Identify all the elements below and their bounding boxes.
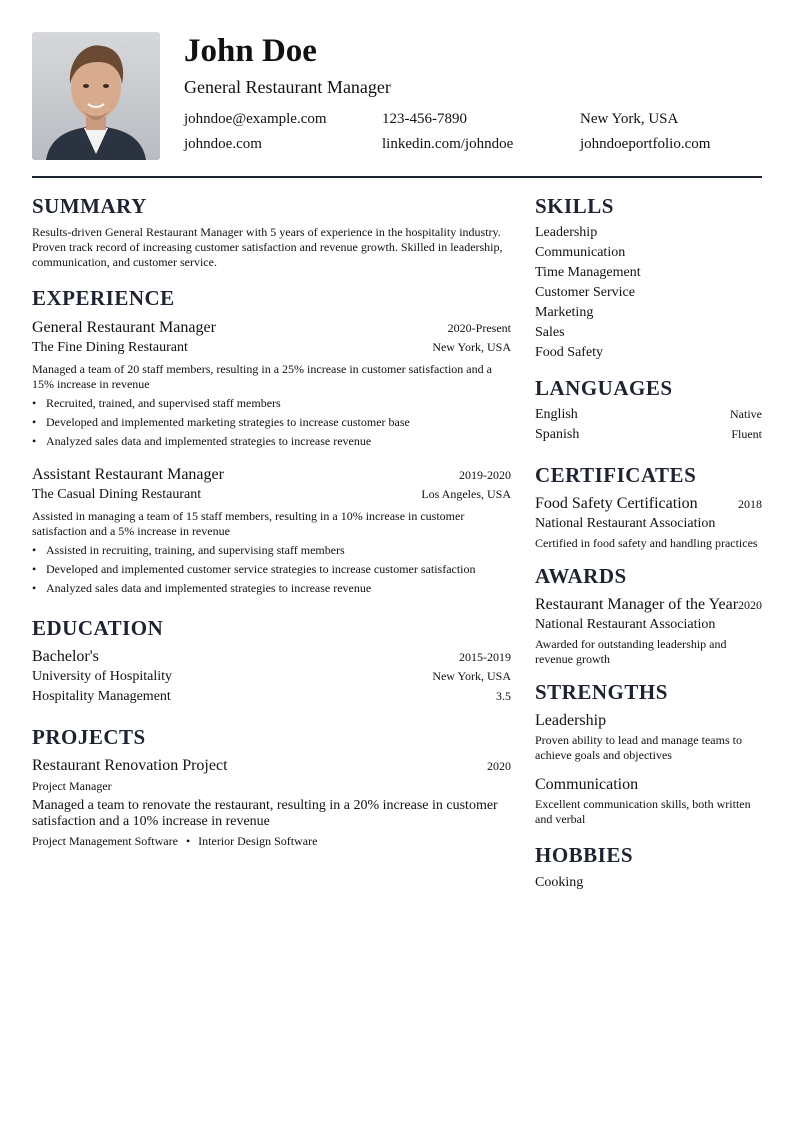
strength-name: Leadership bbox=[535, 712, 607, 729]
project-tool: Interior Design Software bbox=[198, 834, 318, 848]
degree: Bachelor's bbox=[32, 648, 99, 665]
project-year: 2020 bbox=[487, 759, 511, 773]
strength-description: Excellent communication skills, both written and verbal bbox=[535, 797, 751, 826]
hobby-item: Cooking bbox=[535, 875, 584, 890]
strength-name: Communication bbox=[535, 776, 639, 793]
profile-photo bbox=[32, 32, 160, 160]
hobbies-heading: HOBBIES bbox=[535, 843, 634, 867]
award-description: Awarded for outstanding leadership and revenue growth bbox=[535, 637, 727, 666]
job-dates: 2019-2020 bbox=[459, 468, 511, 482]
projects-heading: PROJECTS bbox=[32, 725, 146, 749]
main-column bbox=[32, 193, 511, 849]
education-heading: EDUCATION bbox=[32, 616, 164, 640]
company-name: The Fine Dining Restaurant bbox=[32, 340, 188, 355]
language-level: Native bbox=[730, 407, 762, 421]
experience-item bbox=[32, 464, 511, 598]
skill-item: Marketing bbox=[535, 305, 594, 320]
summary-text: Results-driven General Restaurant Manager with 5 years of experience in the hospitality industry. Proven track record of increasing customer satisfaction and revenue growth. Skilled in leadership, communication, and customer service. bbox=[32, 225, 503, 269]
gpa: 3.5 bbox=[496, 689, 511, 703]
project-role: Project Manager bbox=[32, 779, 112, 793]
portrait-image bbox=[32, 32, 160, 160]
award-year: 2020 bbox=[738, 598, 763, 612]
project-name: Restaurant Renovation Project bbox=[32, 757, 228, 774]
school-location: New York, USA bbox=[432, 669, 511, 683]
company-location: Los Angeles, USA bbox=[421, 487, 511, 501]
summary-heading: SUMMARY bbox=[32, 194, 147, 218]
phone-number: 123-456-7890 bbox=[382, 111, 467, 127]
award-issuer: National Restaurant Association bbox=[535, 617, 716, 632]
linkedin-link[interactable]: linkedin.com/johndoe bbox=[382, 136, 514, 152]
award-name: Restaurant Manager of the Year bbox=[535, 596, 739, 613]
skill-item: Customer Service bbox=[535, 285, 635, 300]
education-item bbox=[32, 646, 511, 707]
job-role: General Restaurant Manager bbox=[32, 319, 216, 336]
strength-description: Proven ability to lead and manage teams to achieve goals and objectives bbox=[535, 733, 742, 762]
sidebar-column bbox=[535, 193, 762, 893]
skill-item: Time Management bbox=[535, 265, 641, 280]
skill-item: Food Safety bbox=[535, 345, 604, 360]
portfolio-link[interactable]: johndoeportfolio.com bbox=[580, 136, 711, 152]
header-divider bbox=[32, 176, 762, 178]
education-dates: 2015-2019 bbox=[459, 650, 511, 664]
resume-header bbox=[32, 32, 762, 160]
project-item bbox=[32, 755, 511, 849]
skills-list bbox=[535, 223, 762, 363]
experience-heading: EXPERIENCE bbox=[32, 286, 175, 310]
languages-heading: LANGUAGES bbox=[535, 376, 673, 400]
company-name: The Casual Dining Restaurant bbox=[32, 487, 202, 502]
skill-item: Communication bbox=[535, 245, 626, 260]
location: New York, USA bbox=[580, 111, 679, 127]
award-item bbox=[535, 594, 762, 667]
awards-heading: AWARDS bbox=[535, 564, 627, 588]
certificate-name: Food Safety Certification bbox=[535, 495, 698, 512]
certificates-heading: CERTIFICATES bbox=[535, 463, 697, 487]
strength-item bbox=[535, 710, 762, 763]
project-tool: Project Management Software bbox=[32, 834, 178, 848]
job-bullet: • Developed and implemented customer service strategies to increase customer satisfaction bbox=[32, 560, 511, 579]
job-bullet: • Recruited, trained, and supervised staff members bbox=[32, 394, 511, 413]
languages-list bbox=[535, 405, 762, 445]
job-role: Assistant Restaurant Manager bbox=[32, 466, 224, 483]
job-description: Assisted in managing a team of 15 staff members, resulting in a 10% increase in customer satisfaction and a 5% increase in revenue bbox=[32, 509, 465, 538]
job-bullet: • Analyzed sales data and implemented strategies to increase revenue bbox=[32, 432, 511, 451]
language-name: English bbox=[535, 407, 578, 422]
school-name: University of Hospitality bbox=[32, 669, 172, 684]
strengths-heading: STRENGTHS bbox=[535, 680, 668, 704]
language-name: Spanish bbox=[535, 427, 580, 442]
field-of-study: Hospitality Management bbox=[32, 689, 171, 704]
job-dates: 2020-Present bbox=[447, 321, 511, 335]
website-link[interactable]: johndoe.com bbox=[184, 136, 262, 152]
project-description: Managed a team to renovate the restaurant, resulting in a 20% increase in customer satisfaction and a 10% increase in revenue bbox=[32, 798, 498, 829]
hobbies-list bbox=[535, 873, 762, 893]
certificate-year: 2018 bbox=[738, 497, 762, 511]
project-tools bbox=[32, 834, 511, 849]
job-description: Managed a team of 20 staff members, resulting in a 25% increase in customer satisfaction and a 15% increase in revenue bbox=[32, 362, 492, 391]
email-link[interactable]: johndoe@example.com bbox=[184, 111, 327, 127]
candidate-title: General Restaurant Manager bbox=[184, 77, 391, 97]
job-bullet: • Assisted in recruiting, training, and supervising staff members bbox=[32, 541, 511, 560]
certificate-item bbox=[535, 493, 762, 551]
strength-item bbox=[535, 774, 762, 827]
experience-item bbox=[32, 317, 511, 451]
certificate-description: Certified in food safety and handling practices bbox=[535, 536, 758, 550]
company-location: New York, USA bbox=[432, 340, 511, 354]
skill-item: Sales bbox=[535, 325, 565, 340]
language-level: Fluent bbox=[731, 427, 762, 441]
certificate-issuer: National Restaurant Association bbox=[535, 516, 716, 531]
skill-item: Leadership bbox=[535, 225, 598, 240]
job-bullet: • Analyzed sales data and implemented strategies to increase revenue bbox=[32, 579, 511, 598]
candidate-name: John Doe bbox=[184, 33, 317, 69]
job-bullet: • Developed and implemented marketing strategies to increase customer base bbox=[32, 413, 511, 432]
tool-separator: • bbox=[185, 834, 191, 848]
skills-heading: SKILLS bbox=[535, 194, 614, 218]
